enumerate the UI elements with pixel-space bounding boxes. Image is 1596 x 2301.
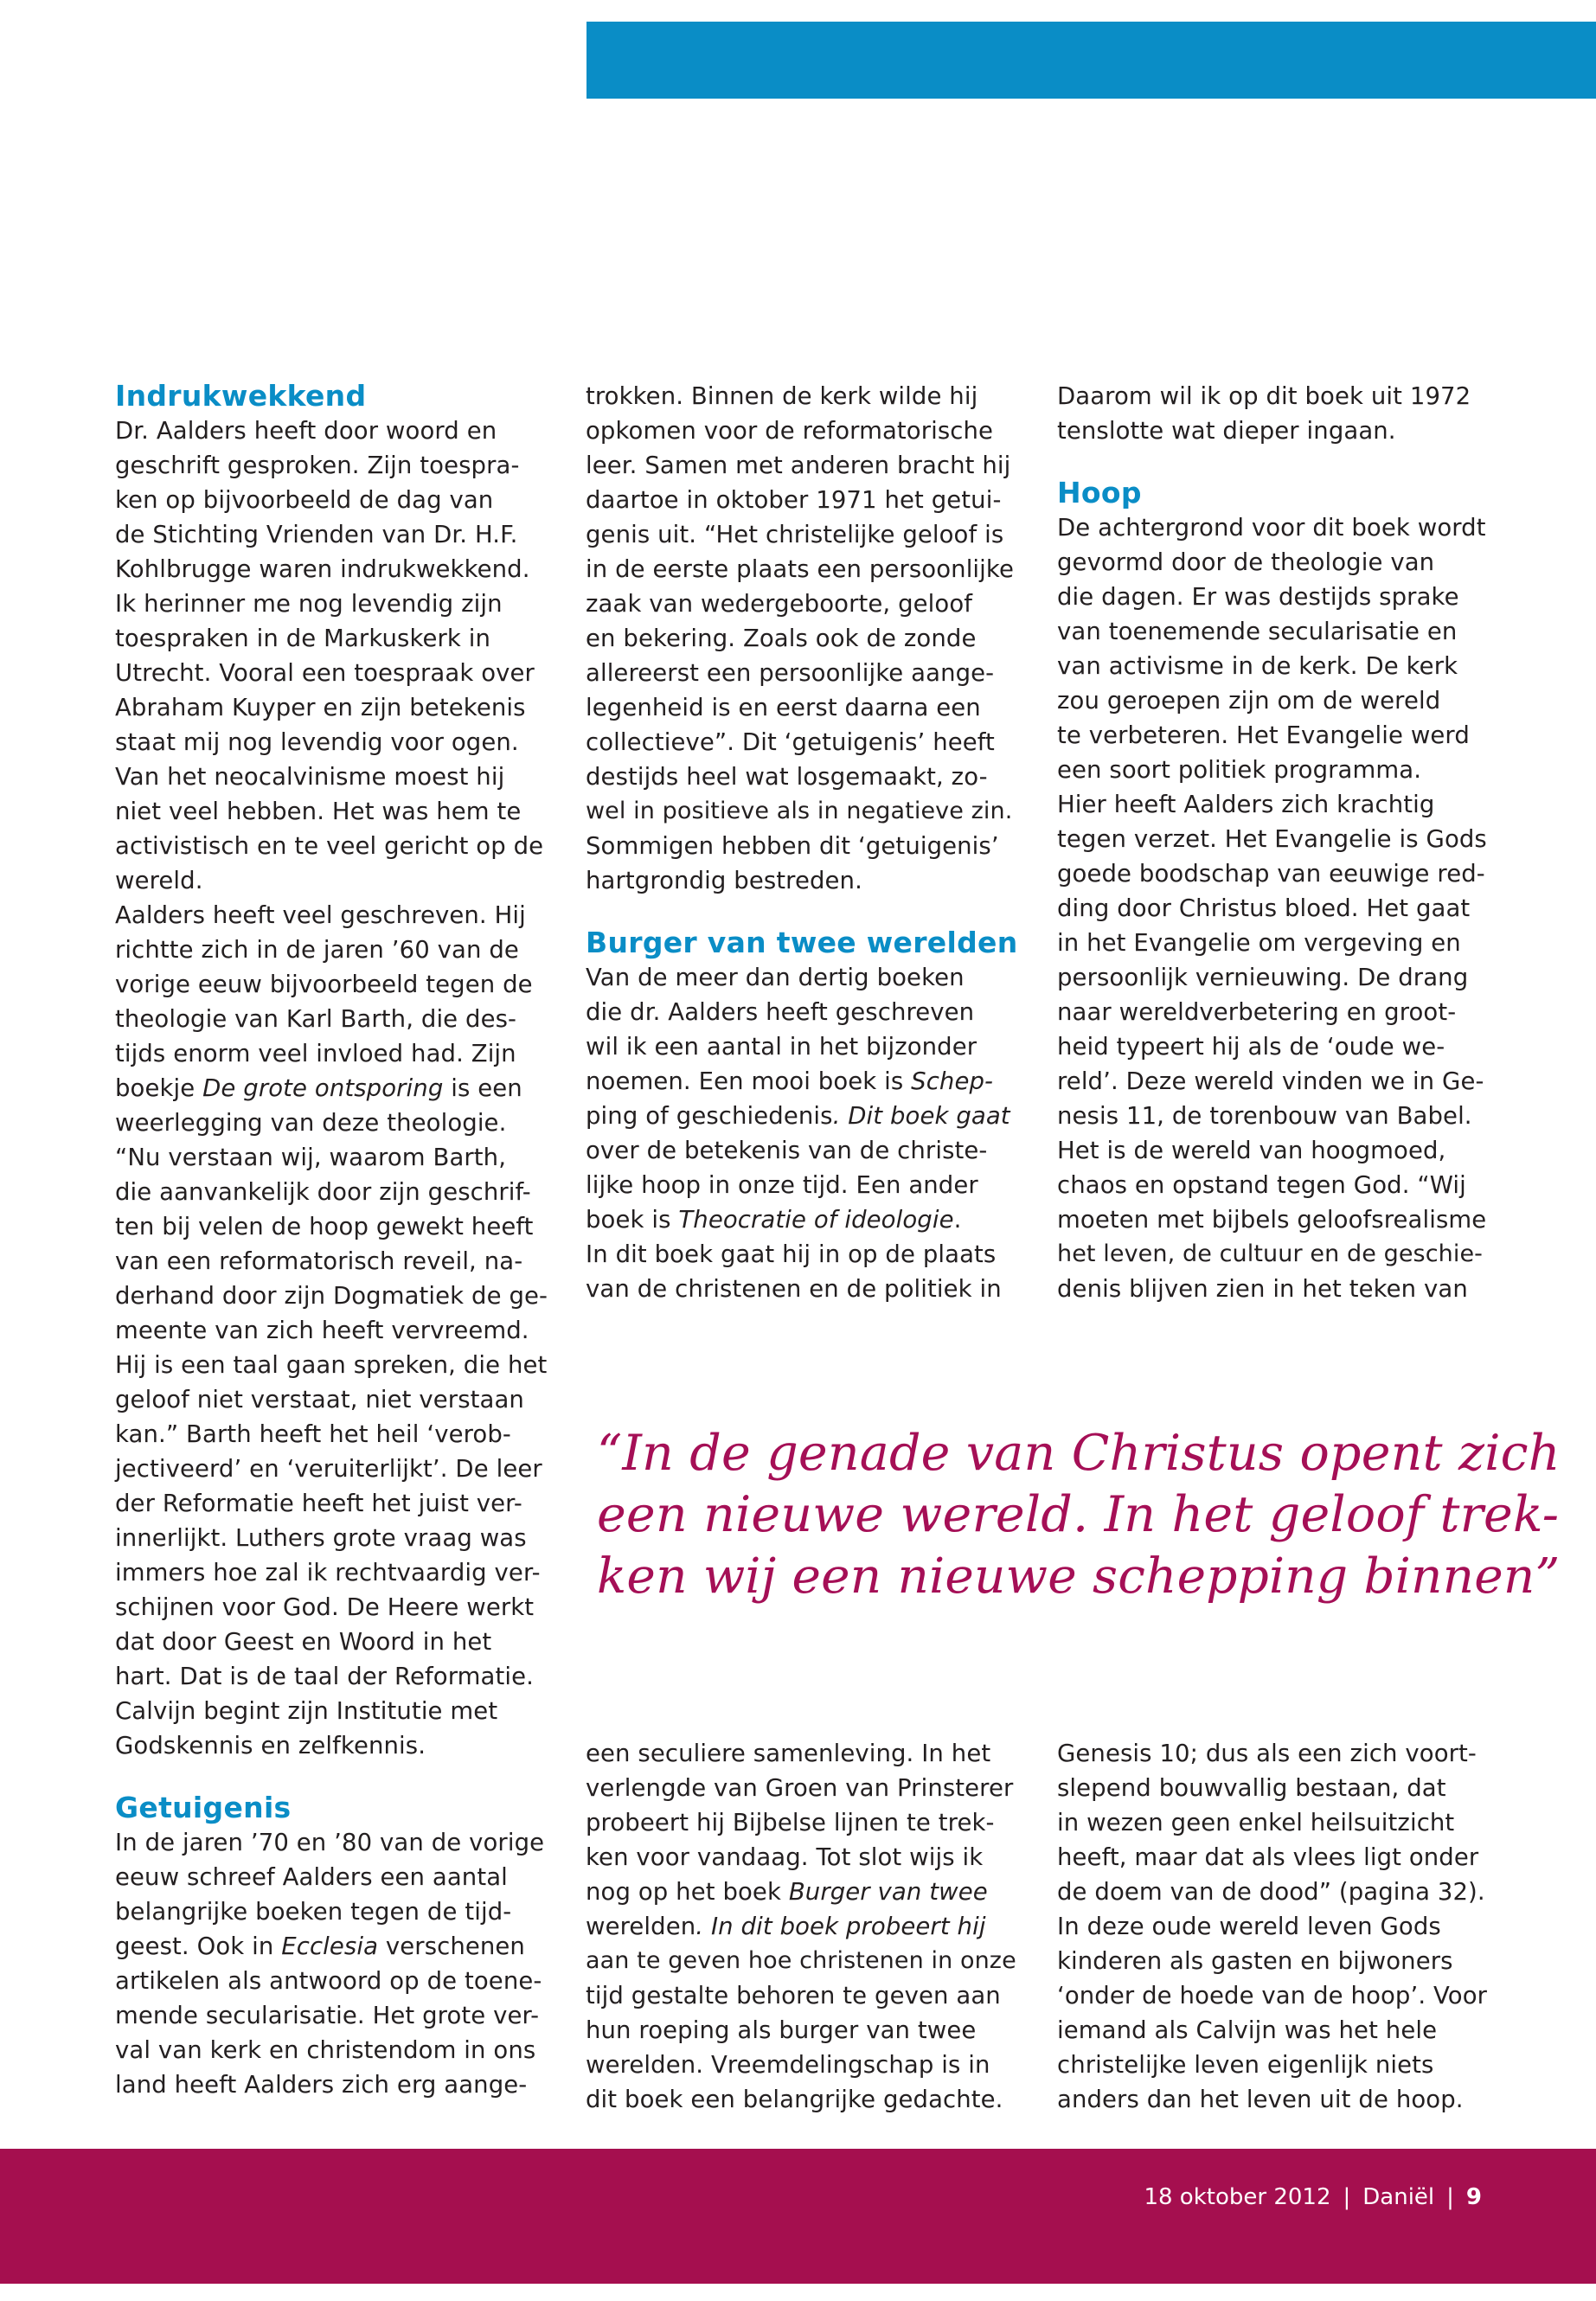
text-run: in het Evangelie om vergeving en (1057, 929, 1461, 957)
text-run: Aalders heeft veel geschreven. Hij (115, 901, 526, 929)
text-run: persoonlijk vernieuwing. De drang (1057, 964, 1469, 991)
text-line (586, 1805, 1018, 1840)
article-column-1 (115, 379, 548, 2102)
text-run: en bekering. Zoals ook de zonde (586, 625, 977, 652)
text-run: christelijke leven eigenlijk niets (1057, 2051, 1434, 2079)
text-run: artikelen als antwoord op de toene- (115, 1967, 542, 1995)
text-run: legenheid is en eerst daarna een (586, 694, 981, 721)
text-line (1057, 2048, 1490, 2082)
text-run: die aanvankelijk door zijn geschrif- (115, 1178, 531, 1206)
text-line (115, 1825, 548, 1860)
text-line (586, 1237, 1018, 1272)
text-run: kinderen als gasten en bijwoners (1057, 1947, 1453, 1975)
text-line (115, 863, 548, 898)
text-run: tijd gestalte behoren te geven aan (586, 1982, 1001, 2009)
text-run: wel in positieve als in negatieve zin. (586, 798, 1013, 824)
text-run: probeert hij Bijbelse lijnen te trek- (586, 1809, 995, 1836)
text-line (586, 2048, 1018, 2082)
text-run: ken voor vandaag. Tot slot wijs ik (586, 1843, 984, 1871)
text-run: slepend bouwvallig bestaan, dat (1057, 1774, 1446, 1802)
text-run: De achtergrond voor dit boek wordt (1057, 514, 1486, 542)
text-run: zaak van wedergeboorte, geloof (586, 590, 973, 618)
text-run: tegen verzet. Het Evangelie is Gods (1057, 825, 1487, 853)
text-run: heid typeert hij als de ‘oude we- (1057, 1033, 1445, 1061)
text-line (115, 1998, 548, 2033)
text-run: van toenemende secularisatie en (1057, 618, 1458, 645)
text-line (115, 1452, 548, 1486)
article-paragraph (115, 1825, 548, 2102)
text-line (115, 1382, 548, 1417)
text-run: van de christenen en de politiek in (586, 1275, 1002, 1303)
text-run: chaos en opstand tegen God. “Wij (1057, 1171, 1466, 1199)
text-line (1057, 1978, 1490, 2013)
text-run: zou geroepen zijn om de wereld (1057, 687, 1441, 715)
text-line (1057, 787, 1490, 822)
text-run: theologie van Karl Barth, die des- (115, 1005, 517, 1033)
text-line (115, 1313, 548, 1348)
text-line (586, 1840, 1018, 1875)
italic-title: Burger van twee (788, 1878, 988, 1906)
section-gap (1057, 448, 1490, 476)
text-run: belangrijke boeken tegen de tijd- (115, 1898, 512, 1926)
text-line (1057, 995, 1490, 1029)
text-line (115, 1140, 548, 1175)
text-line (586, 656, 1018, 690)
text-run: niet veel hebben. Het was hem te (115, 798, 522, 825)
italic-title: . Dit boek gaat (832, 1102, 1010, 1130)
text-run: activistisch en te veel gericht op de (115, 832, 544, 860)
text-line (115, 1071, 548, 1106)
text-run: gevormd door de theologie van (1057, 548, 1435, 576)
text-line (586, 1029, 1018, 1064)
text-line (115, 1625, 548, 1659)
text-run: Hij is een taal gaan spreken, die het (115, 1351, 548, 1379)
text-line (586, 379, 1018, 413)
section-heading: Burger van twee werelden (586, 926, 1018, 959)
text-run: lijke hoop in onze tijd. Een ander (586, 1171, 978, 1199)
text-run: van een reformatorisch reveil, na- (115, 1247, 523, 1275)
text-run: der Reformatie heeft het juist ver- (115, 1490, 522, 1517)
text-run: In dit boek gaat hij in op de plaats (586, 1240, 997, 1268)
text-line (1057, 1805, 1490, 1840)
text-line (586, 863, 1018, 898)
text-run: allereerst een persoonlijke aange- (586, 659, 995, 687)
text-run: geschrift gesproken. Zijn toespra- (115, 452, 520, 479)
text-run: In de jaren ’70 en ’80 van de vorige (115, 1829, 545, 1856)
text-line (1057, 718, 1490, 753)
text-run: richtte zich in de jaren ’60 van de (115, 936, 519, 964)
text-line (1057, 1736, 1490, 1771)
text-line (115, 1694, 548, 1728)
text-line (115, 2033, 548, 2067)
text-run: “Nu verstaan wij, waarom Barth, (115, 1144, 507, 1171)
text-line (115, 586, 548, 621)
text-line (1057, 926, 1490, 960)
text-line (115, 1486, 548, 1521)
article-paragraph (115, 413, 548, 1763)
text-run: Daarom wil ik op dit boek uit 1972 (1057, 382, 1471, 410)
text-line (586, 1133, 1018, 1168)
text-line (1057, 614, 1490, 649)
text-run: derhand door zijn Dogmatiek de ge- (115, 1282, 548, 1310)
italic-title: De grote ontsporing (202, 1074, 444, 1102)
text-run: boekje (115, 1074, 203, 1102)
text-run: leer. Samen met anderen bracht hij (586, 452, 1011, 479)
text-line (1057, 1840, 1490, 1875)
text-line (115, 1929, 548, 1964)
header-color-bar (586, 22, 1596, 99)
text-run: goede boodschap van eeuwige red- (1057, 860, 1485, 888)
text-line (586, 690, 1018, 725)
text-run: Van het neocalvinisme moest hij (115, 763, 505, 791)
text-line (586, 413, 1018, 448)
text-run: Abraham Kuyper en zijn betekenis (115, 694, 526, 721)
text-line (1057, 1272, 1490, 1306)
section-gap (586, 898, 1018, 926)
text-line (115, 621, 548, 656)
text-line (115, 517, 548, 552)
text-line (115, 898, 548, 933)
text-line (586, 1944, 1018, 1978)
text-line (115, 1521, 548, 1555)
text-run: ken op bijvoorbeeld de dag van (115, 486, 494, 514)
text-run: moeten met bijbels geloofsrealisme (1057, 1206, 1487, 1234)
text-run: mende secularisatie. Het grote ver- (115, 2002, 540, 2029)
article-paragraph (1057, 1736, 1490, 2117)
text-run: hun roeping als burger van twee (586, 2016, 977, 2044)
text-run: anders dan het leven uit de hoop. (1057, 2086, 1464, 2113)
text-line (115, 1175, 548, 1209)
text-line (115, 1106, 548, 1140)
text-line (1057, 856, 1490, 891)
text-run: trokken. Binnen de kerk wilde hij (586, 382, 978, 410)
text-run: noemen. Een mooi boek is (586, 1067, 912, 1095)
text-run: eeuw schreef Aalders een aantal (115, 1863, 508, 1891)
text-run: staat mij nog levendig voor ogen. (115, 728, 519, 756)
text-line (1057, 1202, 1490, 1237)
text-run: genis uit. “Het christelijke geloof is (586, 521, 1004, 548)
text-line (115, 1244, 548, 1279)
text-line (1057, 545, 1490, 580)
footer-publication: Daniël (1362, 2184, 1435, 2210)
text-line (586, 2082, 1018, 2117)
text-line (586, 552, 1018, 586)
text-line (1057, 1133, 1490, 1168)
text-run: wereld. (115, 867, 203, 894)
text-run: toespraken in de Markuskerk in (115, 625, 491, 652)
text-line (586, 1875, 1018, 1909)
text-run: Kohlbrugge waren indrukwekkend. (115, 555, 530, 583)
text-line (115, 656, 548, 690)
text-line (1057, 510, 1490, 545)
text-line (115, 552, 548, 586)
section-gap (115, 1763, 548, 1791)
text-line (586, 448, 1018, 483)
text-run: werelden. Vreemdelingschap is in (586, 2051, 990, 2079)
pull-quote-line: “In de genade van Christus opent zich (597, 1425, 1561, 1482)
text-line (1057, 1168, 1490, 1202)
text-run: naar wereldverbetering en groot- (1057, 998, 1457, 1026)
article-paragraph (586, 379, 1018, 898)
text-run: ten bij velen de hoop gewekt heeft (115, 1213, 534, 1240)
text-run: weerlegging van deze theologie. (115, 1109, 507, 1137)
text-line (1057, 822, 1490, 856)
text-line (586, 1272, 1018, 1306)
pull-quote-line: ken wij een nieuwe schepping binnen” (597, 1548, 1561, 1605)
text-run: Het is de wereld van hoogmoed, (1057, 1137, 1446, 1164)
text-line (115, 2067, 548, 2102)
text-line (115, 1964, 548, 1998)
text-run: tijds enorm veel invloed had. Zijn (115, 1040, 516, 1067)
text-line (115, 1728, 548, 1763)
text-line (1057, 2013, 1490, 2048)
text-line (115, 1417, 548, 1452)
text-run: nesis 11, de torenbouw van Babel. (1057, 1102, 1472, 1130)
pull-quote-line: een nieuwe wereld. In het geloof trek- (597, 1486, 1560, 1543)
text-line (115, 690, 548, 725)
text-line (586, 1909, 1018, 1944)
text-run: de Stichting Vrienden van Dr. H.F. (115, 521, 518, 548)
text-run: nog op het boek (586, 1878, 789, 1906)
text-run: in de eerste plaats een persoonlijke (586, 555, 1014, 583)
text-run: destijds heel wat losgemaakt, zo- (586, 763, 988, 791)
article-column-2-bottom (586, 1736, 1018, 2117)
text-line (586, 1064, 1018, 1099)
text-line (586, 760, 1018, 794)
article-column-3-top (1057, 379, 1490, 1306)
text-line (115, 413, 548, 448)
page-footer (1144, 2180, 1482, 2214)
text-run: tenslotte wat dieper ingaan. (1057, 417, 1396, 445)
text-line (586, 1099, 1018, 1133)
text-run: dat door Geest en Woord in het (115, 1628, 492, 1656)
text-run: hart. Dat is de taal der Reformatie. (115, 1663, 534, 1690)
text-run: schijnen voor God. De Heere werkt (115, 1593, 535, 1621)
text-line (115, 933, 548, 967)
italic-title: Theocratie of ideologie (678, 1206, 954, 1234)
text-line (115, 1659, 548, 1694)
footer-separator: | (1446, 2184, 1454, 2210)
text-run: innerlijkt. Luthers grote vraag was (115, 1524, 527, 1552)
text-line (1057, 2082, 1490, 2117)
text-run: Ik herinner me nog levendig zijn (115, 590, 503, 618)
text-line (115, 483, 548, 517)
text-run: boek is (586, 1206, 679, 1234)
text-run: het leven, de cultuur en de geschie- (1057, 1240, 1484, 1267)
text-line (1057, 379, 1490, 413)
text-run: werelden (586, 1913, 696, 1940)
text-run: jectiveerd’ en ‘veruiterlijkt’. De leer (115, 1455, 542, 1483)
text-line (586, 1978, 1018, 2013)
text-run: over de betekenis van de christe- (586, 1137, 988, 1164)
text-line (1057, 1875, 1490, 1909)
text-line (115, 794, 548, 829)
text-line (586, 829, 1018, 863)
text-line (1057, 1029, 1490, 1064)
text-run: meente van zich heeft vervreemd. (115, 1317, 529, 1344)
italic-title: Schep- (911, 1067, 994, 1095)
text-run: Utrecht. Vooral een toespraak over (115, 659, 535, 687)
text-line (115, 1002, 548, 1036)
text-line (115, 967, 548, 1002)
text-line (1057, 891, 1490, 926)
text-line (1057, 683, 1490, 718)
text-run: is een (443, 1074, 522, 1102)
text-run: daartoe in oktober 1971 het getui- (586, 486, 1002, 514)
text-line (586, 586, 1018, 621)
text-line (586, 483, 1018, 517)
footer-date: 18 oktober 2012 (1144, 2184, 1331, 2210)
text-run: iemand als Calvijn was het hele (1057, 2016, 1438, 2044)
text-line (1057, 413, 1490, 448)
text-run: denis blijven zien in het teken van (1057, 1275, 1468, 1303)
text-line (115, 1036, 548, 1071)
text-run: een seculiere samenleving. In het (586, 1740, 991, 1767)
text-line (1057, 1944, 1490, 1978)
text-run: aan te geven hoe christenen in onze (586, 1947, 1016, 1974)
text-run: die dr. Aalders heeft geschreven (586, 998, 975, 1026)
article-column-3-bottom (1057, 1736, 1490, 2117)
text-run: in wezen geen enkel heilsuitzicht (1057, 1809, 1455, 1836)
italic-title: . In dit boek probeert hij (695, 1913, 986, 1940)
text-line (586, 995, 1018, 1029)
text-line (1057, 1099, 1490, 1133)
text-line (1057, 1909, 1490, 1944)
text-run: die dagen. Er was destijds sprake (1057, 583, 1459, 611)
text-run: hartgrondig bestreden. (586, 867, 862, 894)
text-run: Hier heeft Aalders zich krachtig (1057, 791, 1435, 818)
text-run: Van de meer dan dertig boeken (586, 964, 965, 991)
article-paragraph (1057, 379, 1490, 448)
text-line (586, 960, 1018, 995)
text-run: ping of geschiedenis (586, 1102, 833, 1130)
text-line (115, 829, 548, 863)
text-line (115, 725, 548, 760)
footer-color-bar (0, 2149, 1596, 2284)
text-run: vorige eeuw bijvoorbeeld tegen de (115, 971, 533, 998)
text-line (115, 1860, 548, 1894)
article-paragraph (586, 1736, 1018, 2117)
text-run: te verbeteren. Het Evangelie werd (1057, 721, 1470, 749)
pull-quote (597, 1423, 1566, 1607)
text-run: Sommigen hebben dit ‘getuigenis’ (586, 832, 999, 860)
text-line (1057, 1237, 1490, 1272)
text-run: verlengde van Groen van Prinsterer (586, 1774, 1014, 1802)
text-run: Godskennis en zelfkennis. (115, 1732, 426, 1759)
footer-page-number: 9 (1465, 2184, 1482, 2210)
text-line (115, 1555, 548, 1590)
text-run: geloof niet verstaat, niet verstaan (115, 1386, 524, 1413)
text-line (1057, 753, 1490, 787)
section-heading: Hoop (1057, 476, 1142, 510)
text-run: dit boek een belangrijke gedachte. (586, 2086, 1003, 2113)
text-run: Dr. Aalders heeft door woord en (115, 417, 497, 445)
text-run: opkomen voor de reformatorische (586, 417, 994, 445)
text-run: ‘onder de hoede van de hoop’. Voor (1057, 1982, 1488, 2009)
text-line (586, 1202, 1018, 1237)
italic-title: Ecclesia (281, 1932, 379, 1960)
article-paragraph (1057, 510, 1490, 1306)
text-run: . (953, 1206, 962, 1234)
text-line (586, 725, 1018, 760)
text-run: ding door Christus bloed. Het gaat (1057, 894, 1471, 922)
text-line (586, 794, 1018, 829)
text-run: geest. Ook in (115, 1932, 282, 1960)
text-line (1057, 649, 1490, 683)
text-run: land heeft Aalders zich erg aange- (115, 2071, 528, 2099)
text-line (586, 621, 1018, 656)
text-line (586, 1736, 1018, 1771)
text-line (115, 1894, 548, 1929)
text-run: val van kerk en christendom in ons (115, 2036, 536, 2064)
text-line (1057, 1771, 1490, 1805)
text-line (586, 517, 1018, 552)
text-run: immers hoe zal ik rechtvaardig ver- (115, 1559, 541, 1586)
article-paragraph (586, 960, 1018, 1306)
section-heading: Getuigenis (115, 1791, 292, 1824)
text-line (586, 1168, 1018, 1202)
text-line (115, 1348, 548, 1382)
article-column-2-top (586, 379, 1018, 1306)
text-run: van activisme in de kerk. De kerk (1057, 652, 1458, 680)
text-run: collectieve”. Dit ‘getuigenis’ heeft (586, 728, 995, 756)
text-line (115, 1590, 548, 1625)
text-run: reld’. Deze wereld vinden we in Ge- (1057, 1067, 1484, 1095)
text-line (115, 760, 548, 794)
footer-separator: | (1343, 2184, 1351, 2210)
text-run: Calvijn begint zijn Institutie met (115, 1697, 498, 1725)
text-line (115, 448, 548, 483)
text-run: een soort politiek programma. (1057, 756, 1422, 784)
text-run: de doem van de dood” (pagina 32). (1057, 1878, 1485, 1906)
text-line (586, 1771, 1018, 1805)
text-run: Genesis 10; dus als een zich voort- (1057, 1740, 1477, 1767)
text-line (115, 1279, 548, 1313)
text-run: kan.” Barth heeft het heil ‘verob- (115, 1420, 511, 1448)
text-line (586, 2013, 1018, 2048)
text-run: wil ik een aantal in het bijzonder (586, 1033, 977, 1061)
text-run: In deze oude wereld leven Gods (1057, 1913, 1441, 1940)
text-line (1057, 960, 1490, 995)
text-run: heeft, maar dat als vlees ligt onder (1057, 1843, 1479, 1871)
text-line (1057, 1064, 1490, 1099)
text-line (115, 1209, 548, 1244)
text-line (1057, 580, 1490, 614)
section-heading: Indrukwekkend (115, 379, 367, 413)
text-run: verschenen (378, 1932, 525, 1960)
